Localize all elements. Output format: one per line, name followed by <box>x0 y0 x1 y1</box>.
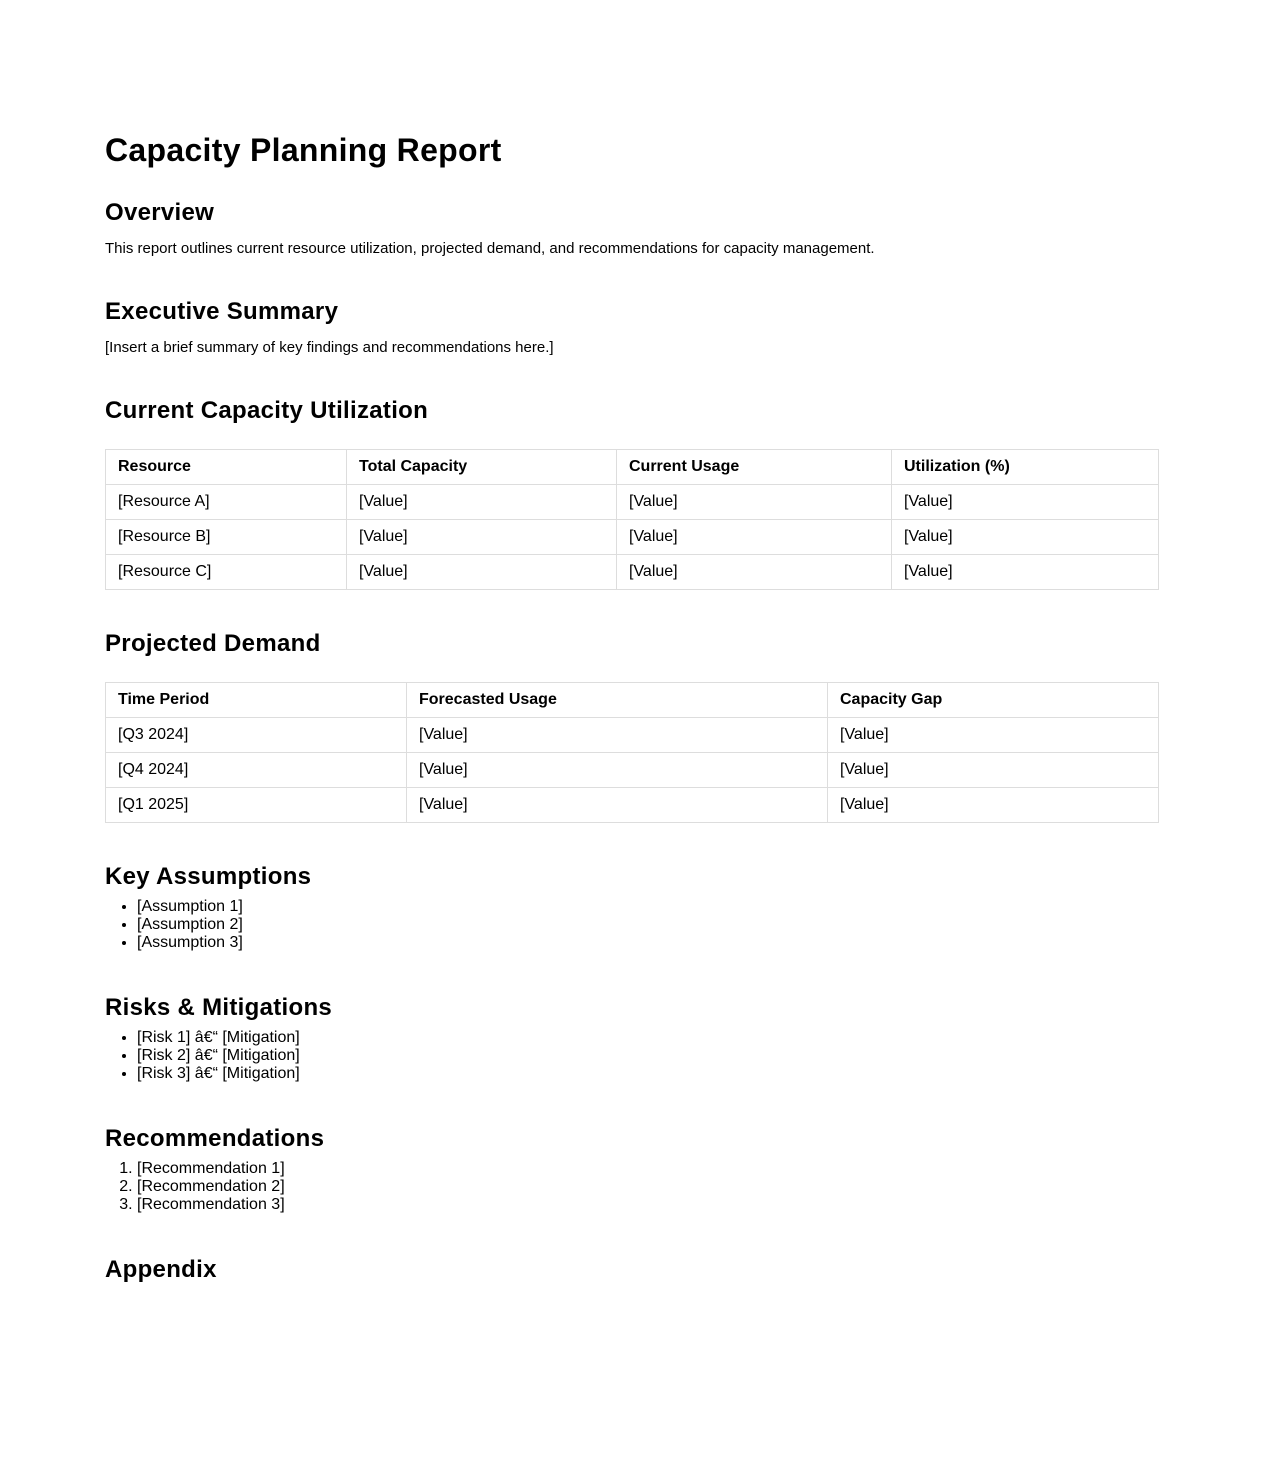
table-header-row <box>106 683 1159 718</box>
overview-heading: Overview <box>105 199 215 226</box>
overview-section <box>105 198 1158 258</box>
key-assumptions-heading: Key Assumptions <box>105 863 312 890</box>
table-row <box>106 718 1159 753</box>
table-cell: [Value] <box>347 555 617 590</box>
list-item: • [Assumption 1] <box>137 898 1158 916</box>
column-header-utilization: Utilization (%) <box>892 450 1159 485</box>
table-cell: [Q1 2025] <box>106 788 407 823</box>
executive-summary-heading: Executive Summary <box>105 298 339 325</box>
column-header-forecasted-usage: Forecasted Usage <box>407 683 828 718</box>
column-header-resource: Resource <box>106 450 347 485</box>
table-row <box>106 485 1159 520</box>
recommendations-heading: Recommendations <box>105 1125 325 1152</box>
current-capacity-heading: Current Capacity Utilization <box>105 397 429 424</box>
table-row <box>106 520 1159 555</box>
table-cell: [Value] <box>407 718 828 753</box>
key-assumptions-section <box>105 862 1158 952</box>
list-item: 2. [Recommendation 2] <box>137 1178 1158 1196</box>
list-item: • [Assumption 3] <box>137 934 1158 952</box>
appendix-heading: Appendix <box>105 1256 217 1283</box>
table-row <box>106 788 1159 823</box>
risks-heading: Risks & Mitigations <box>105 994 333 1021</box>
list-item: • [Risk 1] â€“ [Mitigation] <box>137 1029 1158 1047</box>
executive-summary-section <box>105 297 1158 357</box>
table-cell: [Value] <box>347 485 617 520</box>
recommendations-list <box>105 1160 1158 1214</box>
table-cell: [Value] <box>892 555 1159 590</box>
table-cell: [Value] <box>407 788 828 823</box>
table-cell: [Value] <box>617 520 892 555</box>
list-item: • [Risk 2] â€“ [Mitigation] <box>137 1047 1158 1065</box>
column-header-capacity-gap: Capacity Gap <box>828 683 1159 718</box>
key-assumptions-list <box>105 898 1158 952</box>
table-row <box>106 555 1159 590</box>
table-cell: [Value] <box>828 718 1159 753</box>
risks-list <box>105 1029 1158 1083</box>
table-cell: [Q4 2024] <box>106 753 407 788</box>
overview-text: This report outlines current resource utilization, projected demand, and recommendations for capacity management. <box>105 240 875 257</box>
table-cell: [Value] <box>617 555 892 590</box>
projected-demand-table <box>105 682 1159 823</box>
current-capacity-table <box>105 449 1159 590</box>
table-cell: [Value] <box>892 485 1159 520</box>
column-header-time-period: Time Period <box>106 683 407 718</box>
table-cell: [Resource B] <box>106 520 347 555</box>
list-item: 3. [Recommendation 3] <box>137 1196 1158 1214</box>
projected-demand-heading: Projected Demand <box>105 630 321 657</box>
table-cell: [Value] <box>347 520 617 555</box>
table-cell: [Q3 2024] <box>106 718 407 753</box>
projected-demand-section <box>105 629 1158 823</box>
list-item: • [Assumption 2] <box>137 916 1158 934</box>
executive-summary-text: [Insert a brief summary of key findings and recommendations here.] <box>105 339 554 356</box>
table-header-row <box>106 450 1159 485</box>
recommendations-section <box>105 1124 1158 1214</box>
table-cell: [Value] <box>407 753 828 788</box>
table-cell: [Value] <box>828 788 1159 823</box>
list-item: • [Risk 3] â€“ [Mitigation] <box>137 1065 1158 1083</box>
list-item: 1. [Recommendation 1] <box>137 1160 1158 1178</box>
table-cell: [Value] <box>617 485 892 520</box>
table-cell: [Value] <box>892 520 1159 555</box>
column-header-current-usage: Current Usage <box>617 450 892 485</box>
current-capacity-section <box>105 396 1158 590</box>
risks-section <box>105 993 1158 1083</box>
appendix-section <box>105 1255 1158 1285</box>
table-cell: [Value] <box>828 753 1159 788</box>
table-row <box>106 753 1159 788</box>
column-header-total-capacity: Total Capacity <box>347 450 617 485</box>
table-cell: [Resource A] <box>106 485 347 520</box>
page-title: Capacity Planning Report <box>105 132 502 168</box>
table-cell: [Resource C] <box>106 555 347 590</box>
